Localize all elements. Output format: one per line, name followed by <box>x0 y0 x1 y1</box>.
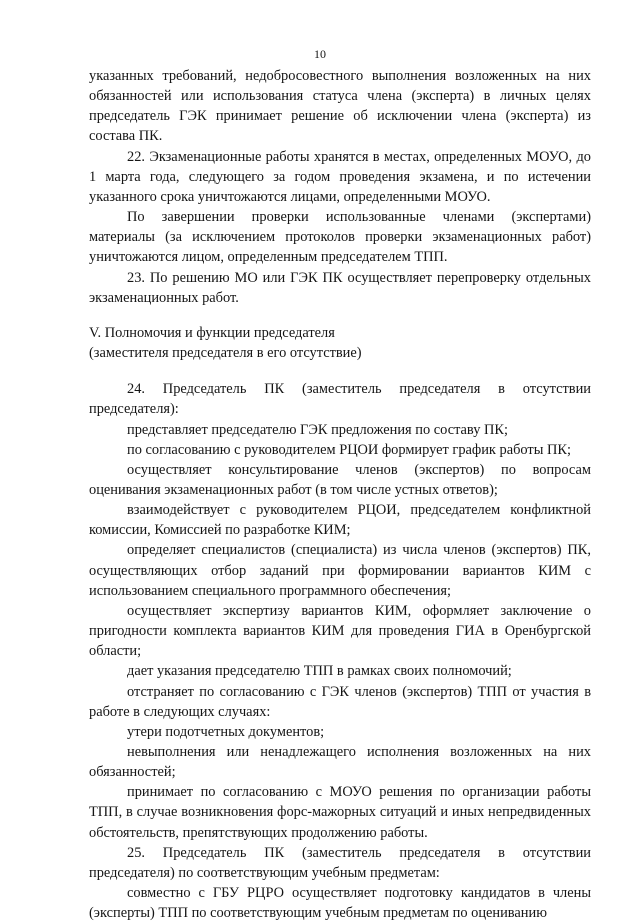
list-item: осуществляет экспертизу вариантов КИМ, оформляет заключение о пригодности комплекта вариантов КИМ для проведения ГИА в Оренбургской области; <box>89 602 591 660</box>
list-item: совместно с ГБУ РЦРО осуществляет подготовку кандидатов в члены (эксперты) ТПП по соответствующим учебным предметам по оцениванию <box>89 885 591 922</box>
list-item: взаимодействует с руководителем РЦОИ, председателем конфликтной комиссии, Комиссией по разработке КИМ; <box>89 502 591 539</box>
page-number: 10 <box>314 47 326 61</box>
spacer <box>89 308 591 323</box>
list-item: определяет специалистов (специалиста) из числа членов (экспертов) ПК, осуществляющих отбор заданий при формировании вариантов КИМ с использованием специального программного обеспечения; <box>89 542 591 599</box>
paragraph-item-25: 25. Председатель ПК (заместитель председателя в отсутствии председателя) по соответствующим учебным предметам: <box>89 844 591 881</box>
list-item: осуществляет консультирование членов (экспертов) по вопросам оценивания экзаменационных работ (в том числе устных ответов); <box>89 461 591 498</box>
list-item: невыполнения или ненадлежащего исполнения возложенных на них обязанностей; <box>89 744 591 781</box>
paragraph-continuation: указанных требований, недобросовестного выполнения возложенных на них обязанностей или использования статуса члена (эксперта) в личных целях председатель ГЭК принимает решение об исключении члена (эксперта) из состава ПК. <box>89 68 591 145</box>
section-heading-line-2: (заместителя председателя в его отсутствие) <box>89 345 362 362</box>
spacer <box>89 363 591 379</box>
list-item: дает указания председателю ТПП в рамках своих полномочий; <box>127 663 512 680</box>
paragraph-item-23: 23. По решению МО или ГЭК ПК осуществляет перепроверку отдельных экзаменационных работ. <box>89 269 591 306</box>
list-item: представляет председателю ГЭК предложения по составу ПК; <box>127 421 509 438</box>
list-item: отстраняет по согласованию с ГЭК членов (экспертов) ТПП от участия в работе в следующих случаях: <box>89 683 591 720</box>
paragraph-item-22: 22. Экзаменационные работы хранятся в местах, определенных МОУО, до 1 марта года, следующего за годом проведения экзамена, и по истечении указанного срока уничтожаются лицами, определенными МОУО. <box>89 148 591 205</box>
list-item: по согласованию с руководителем РЦОИ формирует график работы ПК; <box>127 441 571 458</box>
document-body <box>89 66 591 923</box>
paragraph-item-24: 24. Председатель ПК (заместитель председателя в отсутствии председателя): <box>89 381 591 418</box>
section-heading-line-1: V. Полномочия и функции председателя <box>89 324 335 341</box>
list-item: принимает по согласованию с МОУО решения по организации работы ТПП, в случае возникновения форс-мажорных ситуаций и иных непредвиденных обстоятельств, препятствующих продолжению работы. <box>89 784 591 841</box>
paragraph-materials-destruction: По завершении проверки использованные членами (экспертами) материалы (за исключением протоколов проверки экзаменационных работ) уничтожаются лицом, определенным председателем ТПП. <box>89 209 591 266</box>
list-item: утери подотчетных документов; <box>127 723 325 740</box>
